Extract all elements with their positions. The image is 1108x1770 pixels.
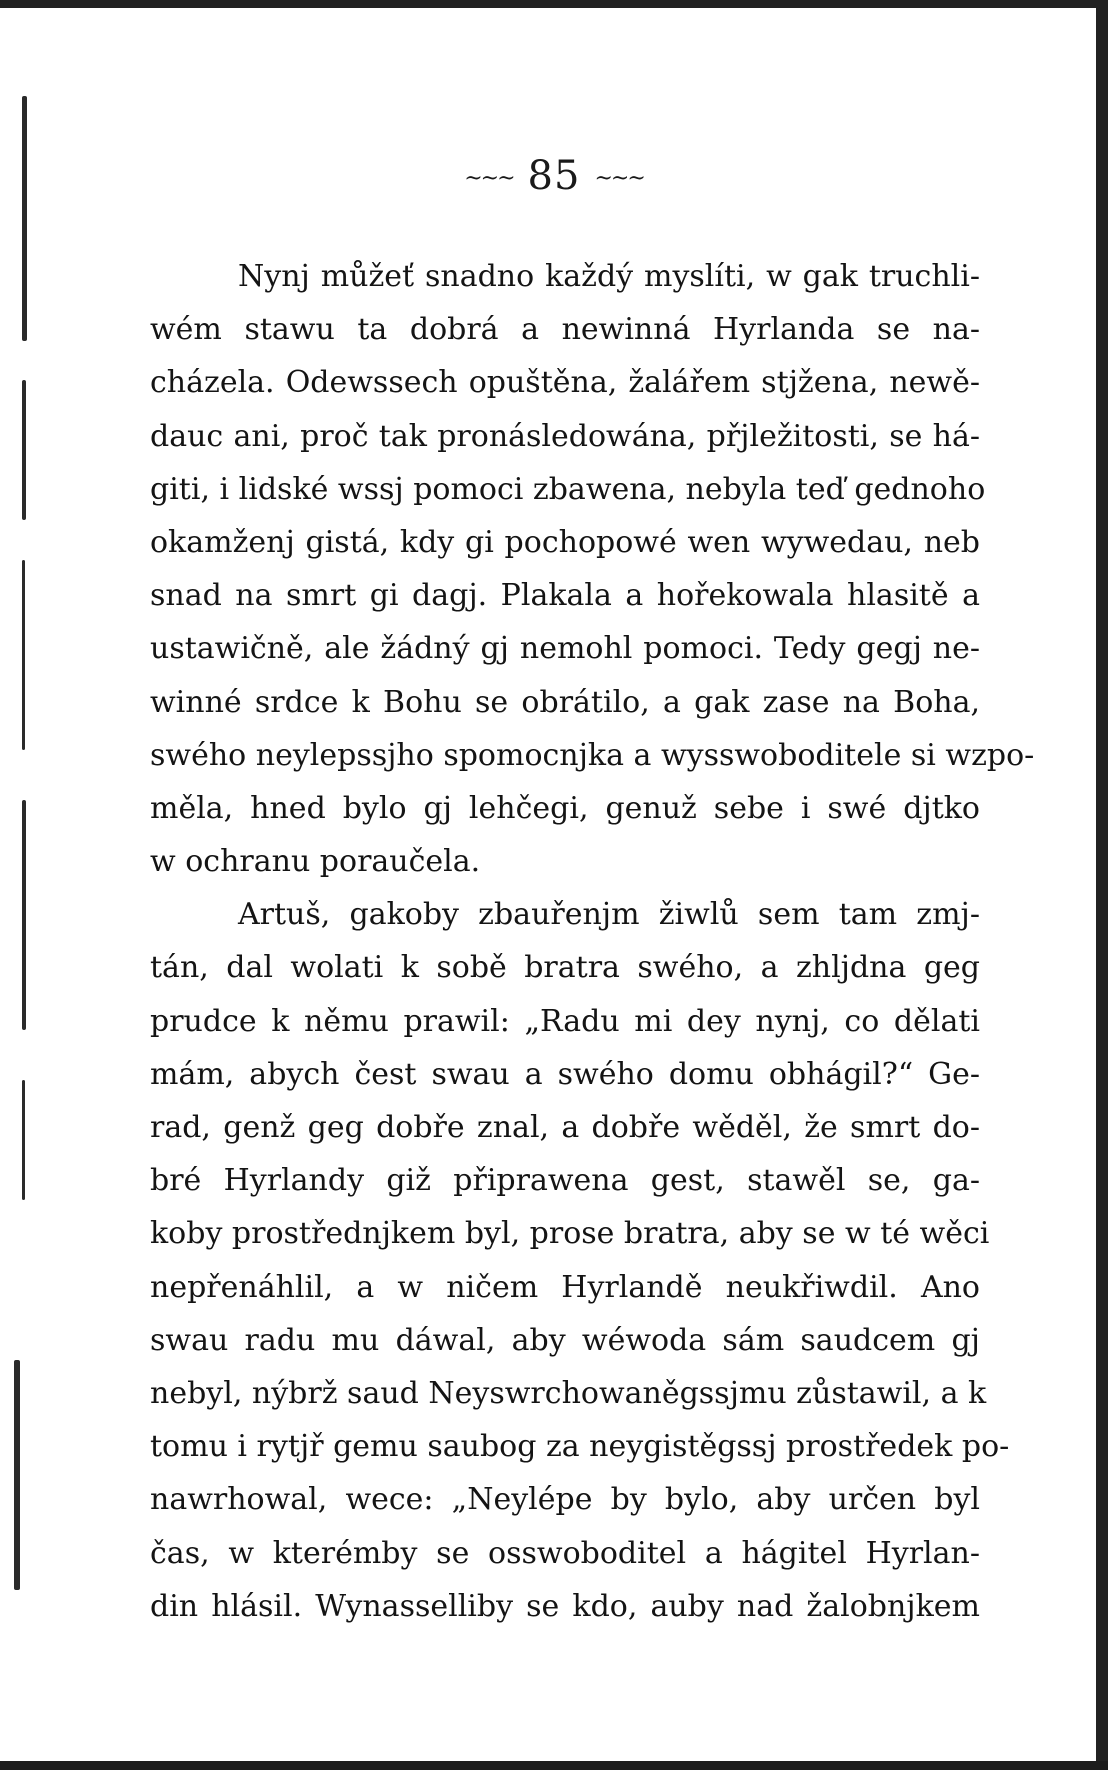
text-line: bré Hyrlandy giž připrawena gest, stawěl se, ga- — [150, 1163, 980, 1199]
text-line: mám, abych čest swau a swého domu obhágil?“ Ge- — [150, 1056, 980, 1092]
text-line: wém stawu ta dobrá a newinná Hyrlanda se na- — [150, 312, 980, 348]
text-line: dauc ani, proč tak pronásledowána, přjležitosti, se há- — [150, 418, 980, 454]
left-edge-mark — [14, 1360, 20, 1590]
text-line: Nynj můžeť snadno každý myslíti, w gak truchli- — [238, 259, 980, 294]
top-scan-border — [0, 0, 1108, 8]
text-line: okamženj gistá, kdy gi pochopowé wen wywedau, neb — [150, 524, 980, 560]
body-text — [150, 250, 1035, 1633]
bottom-scan-border — [0, 1761, 1108, 1770]
page-number: 85 — [527, 153, 581, 199]
left-edge-mark — [22, 1080, 25, 1200]
text-line: rad, genž geg dobře znal, a dobře wěděl, že smrt do- — [150, 1110, 980, 1145]
text-line: w ochranu poraučela. — [150, 844, 481, 880]
left-edge-mark — [22, 800, 26, 1030]
page-number-ornament-right: ~~~ — [594, 166, 644, 191]
text-line: koby prostřednjkem byl, prose bratra, aby se w té wěci — [150, 1216, 990, 1252]
text-line: cházela. Odewssech opuštěna, žalářem stjžena, newě- — [150, 365, 980, 401]
page-number-ornament-left: ~~~ — [464, 166, 514, 191]
text-line: din hlásil. Wynasselliby se kdo, auby nad žalobnjkem — [150, 1588, 980, 1624]
text-line: měla, hned bylo gj lehčegi, genuž sebe i swé djtko — [150, 790, 980, 826]
left-edge-mark — [22, 96, 27, 341]
left-edge-mark — [22, 560, 25, 750]
text-line: čas, w kterémby se osswoboditel a hágitel Hyrlan- — [150, 1535, 980, 1571]
left-edge-mark — [22, 380, 26, 520]
paragraph-2 — [150, 888, 1010, 1633]
text-line: swau radu mu dáwal, aby wéwoda sám saudcem gj — [150, 1322, 980, 1358]
text-line: ustawičně, ale žádný gj nemohl pomoci. Tedy gegj ne- — [150, 631, 980, 667]
right-scan-border — [1096, 0, 1108, 1770]
text-line: nepřenáhlil, a w ničem Hyrlandě neukřiwdil. Ano — [150, 1269, 980, 1305]
text-line: nebyl, nýbrž saud Neyswrchowaněgssjmu zůstawil, a k — [150, 1375, 987, 1411]
text-line: snad na smrt gi dagj. Plakala a hořekowala hlasitě a — [150, 578, 980, 614]
text-line: winné srdce k Bohu se obrátilo, a gak zase na Boha, — [150, 684, 980, 720]
text-line: nawrhowal, wece: „Neylépe by bylo, aby určen byl — [150, 1482, 980, 1518]
paragraph-1 — [150, 250, 1035, 888]
text-line: prudce k němu prawil: „Radu mi dey nynj, co dělati — [150, 1003, 980, 1039]
text-line: Artuš, gakoby zbauřenjm žiwlů sem tam zmj- — [238, 897, 980, 933]
text-line: tomu i rytjř gemu saubog za neygistěgssj prostředek po- — [150, 1429, 1010, 1465]
text-line: giti, i lidské wssj pomoci zbawena, nebyla teď gednoho — [150, 471, 986, 507]
text-line: swého neylepssjho spomocnjka a wysswoboditele si wzpo- — [150, 737, 1035, 773]
text-line: tán, dal wolati k sobě bratra swého, a zhljdna geg — [150, 950, 980, 986]
page-number-header — [0, 152, 1108, 203]
